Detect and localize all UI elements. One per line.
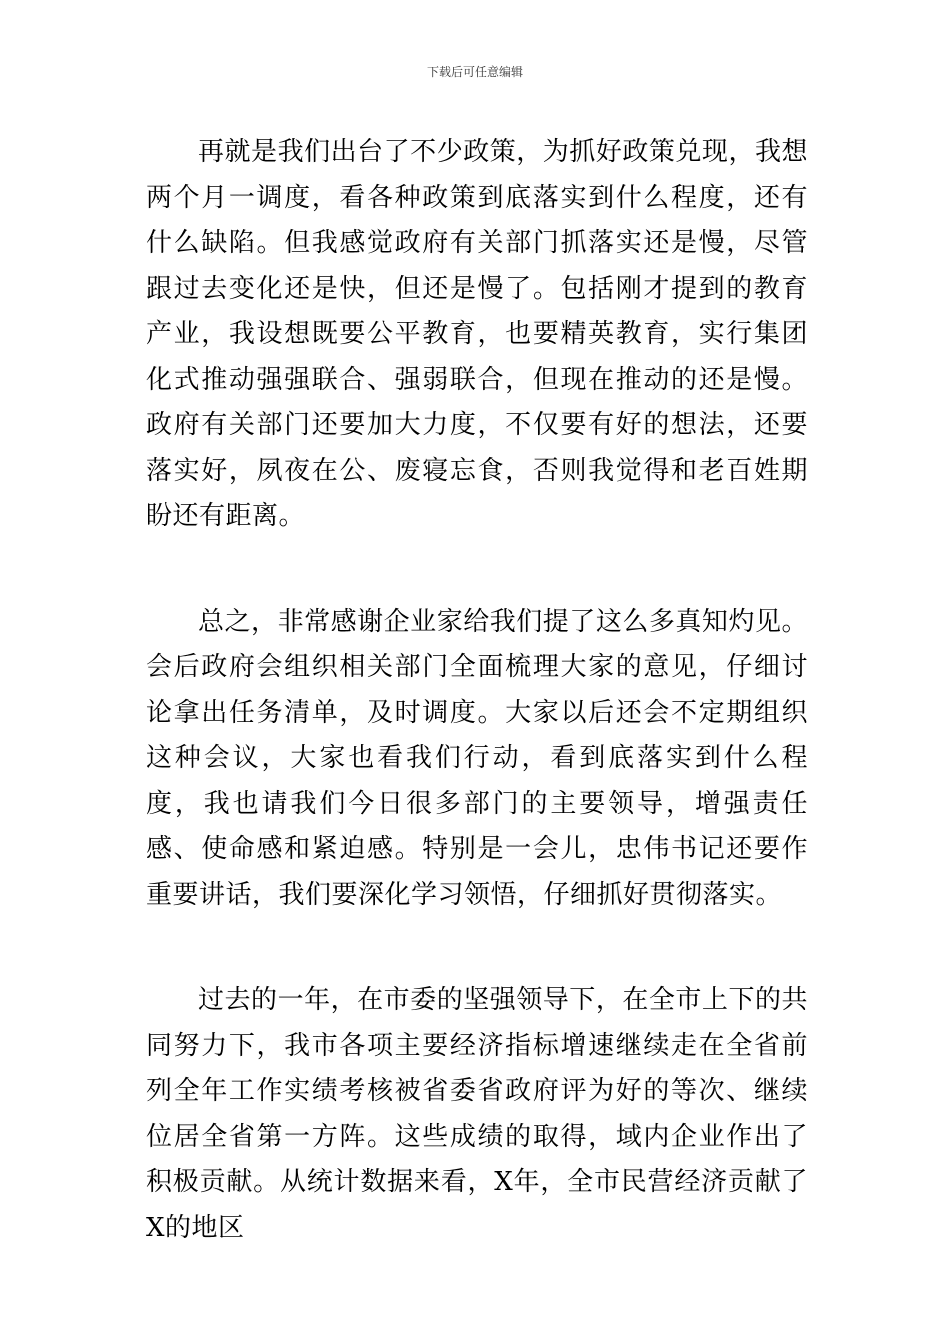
paragraph-conclusion: 总之，非常感谢企业家给我们提了这么多真知灼见。会后政府会组织相关部门全面梳理大家的意见，仔细讨论拿出任务清单，及时调度。大家以后还会不定期组织这种会议，大家也看我们行动，看到底落实到什么程度，我也请我们今日很多部门的主要领导，增强责任感、使命感和紧迫感。特别是一会儿，忠伟书记还要作重要讲话，我们要深化学习领悟，仔细抓好贯彻落实。 [146, 606, 808, 910]
document-body [146, 130, 808, 1251]
paragraph-past-year: 过去的一年，在市委的坚强领导下，在全市上下的共同努力下，我市各项主要经济指标增速继续走在全省前列全年工作实绩考核被省委省政府评为好的等次、继续位居全省第一方阵。这些成绩的取得，域内企业作出了积极贡献。从统计数据来看，X年，全市民营经济贡献了X的地区 [146, 985, 808, 1243]
page-header: 下载后可任意编辑 [426, 65, 523, 79]
paragraph-policy-implementation: 再就是我们出台了不少政策，为抓好政策兑现，我想两个月一调度，看各种政策到底落实到什么程度，还有什么缺陷。但我感觉政府有关部门抓落实还是慢，尽管跟过去变化还是快，但还是慢了。包括刚才提到的教育产业，我设想既要公平教育，也要精英教育，实行集团化式推动强强联合、强弱联合，但现在推动的还是慢。政府有关部门还要加大力度，不仅要有好的想法，还要落实好，夙夜在公、废寝忘食，否则我觉得和老百姓期盼还有距离。 [146, 137, 808, 531]
